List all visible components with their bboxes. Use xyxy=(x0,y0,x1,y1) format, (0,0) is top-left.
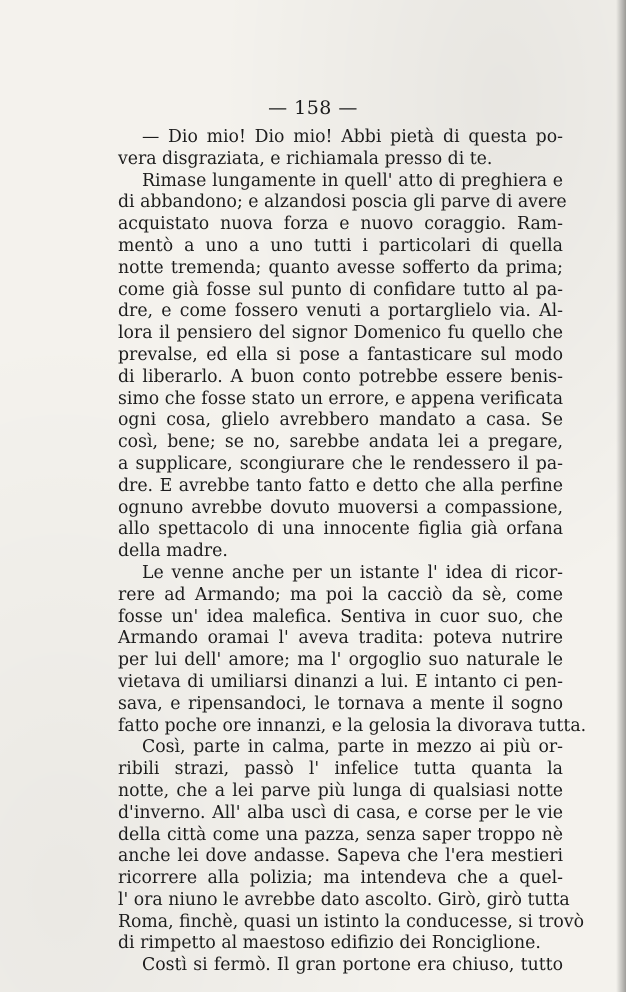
text-line: sava, e ripensandoci, le tornava a mente il sogno xyxy=(118,693,563,714)
text-line: rere ad Armando; ma poi la cacciò da sè, come xyxy=(118,584,563,605)
text-line: di abbandono; e alzandosi poscia gli parve di avere xyxy=(118,192,567,213)
text-line: l' ora niuno le avrebbe dato ascolto. Girò, girò tutta xyxy=(118,889,570,910)
page-edge-shadow xyxy=(616,0,626,992)
text-line: di liberarlo. A buon conto potrebbe essere benis- xyxy=(118,366,563,387)
body-text xyxy=(118,127,587,977)
text-line: fosse un' idea malefica. Sentiva in cuor suo, che xyxy=(118,606,563,627)
text-line: ribili strazi, passò l' infelice tutta quanta la xyxy=(118,759,563,780)
text-line: allo spettacolo di una innocente figlia già orfana xyxy=(118,519,563,540)
text-line: anche lei dove andasse. Sapeva che l'era mestieri xyxy=(118,846,563,867)
text-line: ricorrere alla polizia; ma intendeva che a quel- xyxy=(118,868,563,889)
text-line: Roma, finchè, quasi un istinto la conducesse, si trovò xyxy=(118,911,584,932)
text-line: ogni cosa, glielo avrebbero mandato a casa. Se xyxy=(118,410,563,431)
text-line: dre. E avrebbe tanto fatto e detto che alla perfine xyxy=(118,475,563,496)
text-line: simo che fosse stato un errore, e appena verificata xyxy=(118,388,563,409)
text-line: vera disgraziata, e richiamala presso di te. xyxy=(118,148,493,169)
text-line: fatto poche ore innanzi, e la gelosia la divorava tutta. xyxy=(118,715,587,736)
text-line: di rimpetto al maestoso edifizio dei Ronciglione. xyxy=(118,933,541,954)
page-number: — 158 — xyxy=(268,97,358,119)
text-line: prevalse, ed ella si pose a fantasticare sul modo xyxy=(118,344,563,365)
text-line: lora il pensiero del signor Domenico fu quello che xyxy=(118,323,563,344)
text-line: Così, parte in calma, parte in mezzo ai più or- xyxy=(142,737,563,758)
text-line: Le venne anche per un istante l' idea di ricor- xyxy=(142,562,563,583)
text-line: Armando oramai l' aveva tradita: poteva nutrire xyxy=(118,628,563,649)
text-line: così, bene; se no, sarebbe andata lei a pregare, xyxy=(118,432,563,453)
text-line: Rimase lungamente in quell' atto di preghiera e xyxy=(142,170,563,191)
text-line: notte tremenda; quanto avesse sofferto da prima; xyxy=(118,257,563,278)
text-line: d'inverno. All' alba uscì di casa, e corse per le vie xyxy=(118,802,563,823)
text-line: a supplicare, scongiurare che le rendessero il pa- xyxy=(118,453,563,474)
text-line: — Dio mio! Dio mio! Abbi pietà di questa po- xyxy=(142,127,563,147)
text-line: acquistato nuova forza e nuovo coraggio. Ram- xyxy=(118,214,563,235)
text-line: ognuno avrebbe dovuto muoversi a compassione, xyxy=(118,497,563,518)
text-line: come già fosse sul punto di confidare tutto al pa- xyxy=(118,279,563,300)
text-line: per lui dell' amore; ma l' orgoglio suo naturale le xyxy=(118,650,563,671)
text-line: vietava di umiliarsi dinanzi a lui. E intanto ci pen- xyxy=(118,671,563,692)
text-line: mentò a uno a uno tutti i particolari di quella xyxy=(118,235,563,256)
text-line: della madre. xyxy=(118,541,228,562)
text-line: dre, e come fossero venuti a portarglielo via. Al- xyxy=(118,301,563,322)
text-line: Costì si fermò. Il gran portone era chiuso, tutto xyxy=(142,955,563,976)
text-line: notte, che a lei parve più lunga di qualsiasi notte xyxy=(118,780,563,801)
text-line: della città come una pazza, senza saper troppo nè xyxy=(118,824,563,845)
